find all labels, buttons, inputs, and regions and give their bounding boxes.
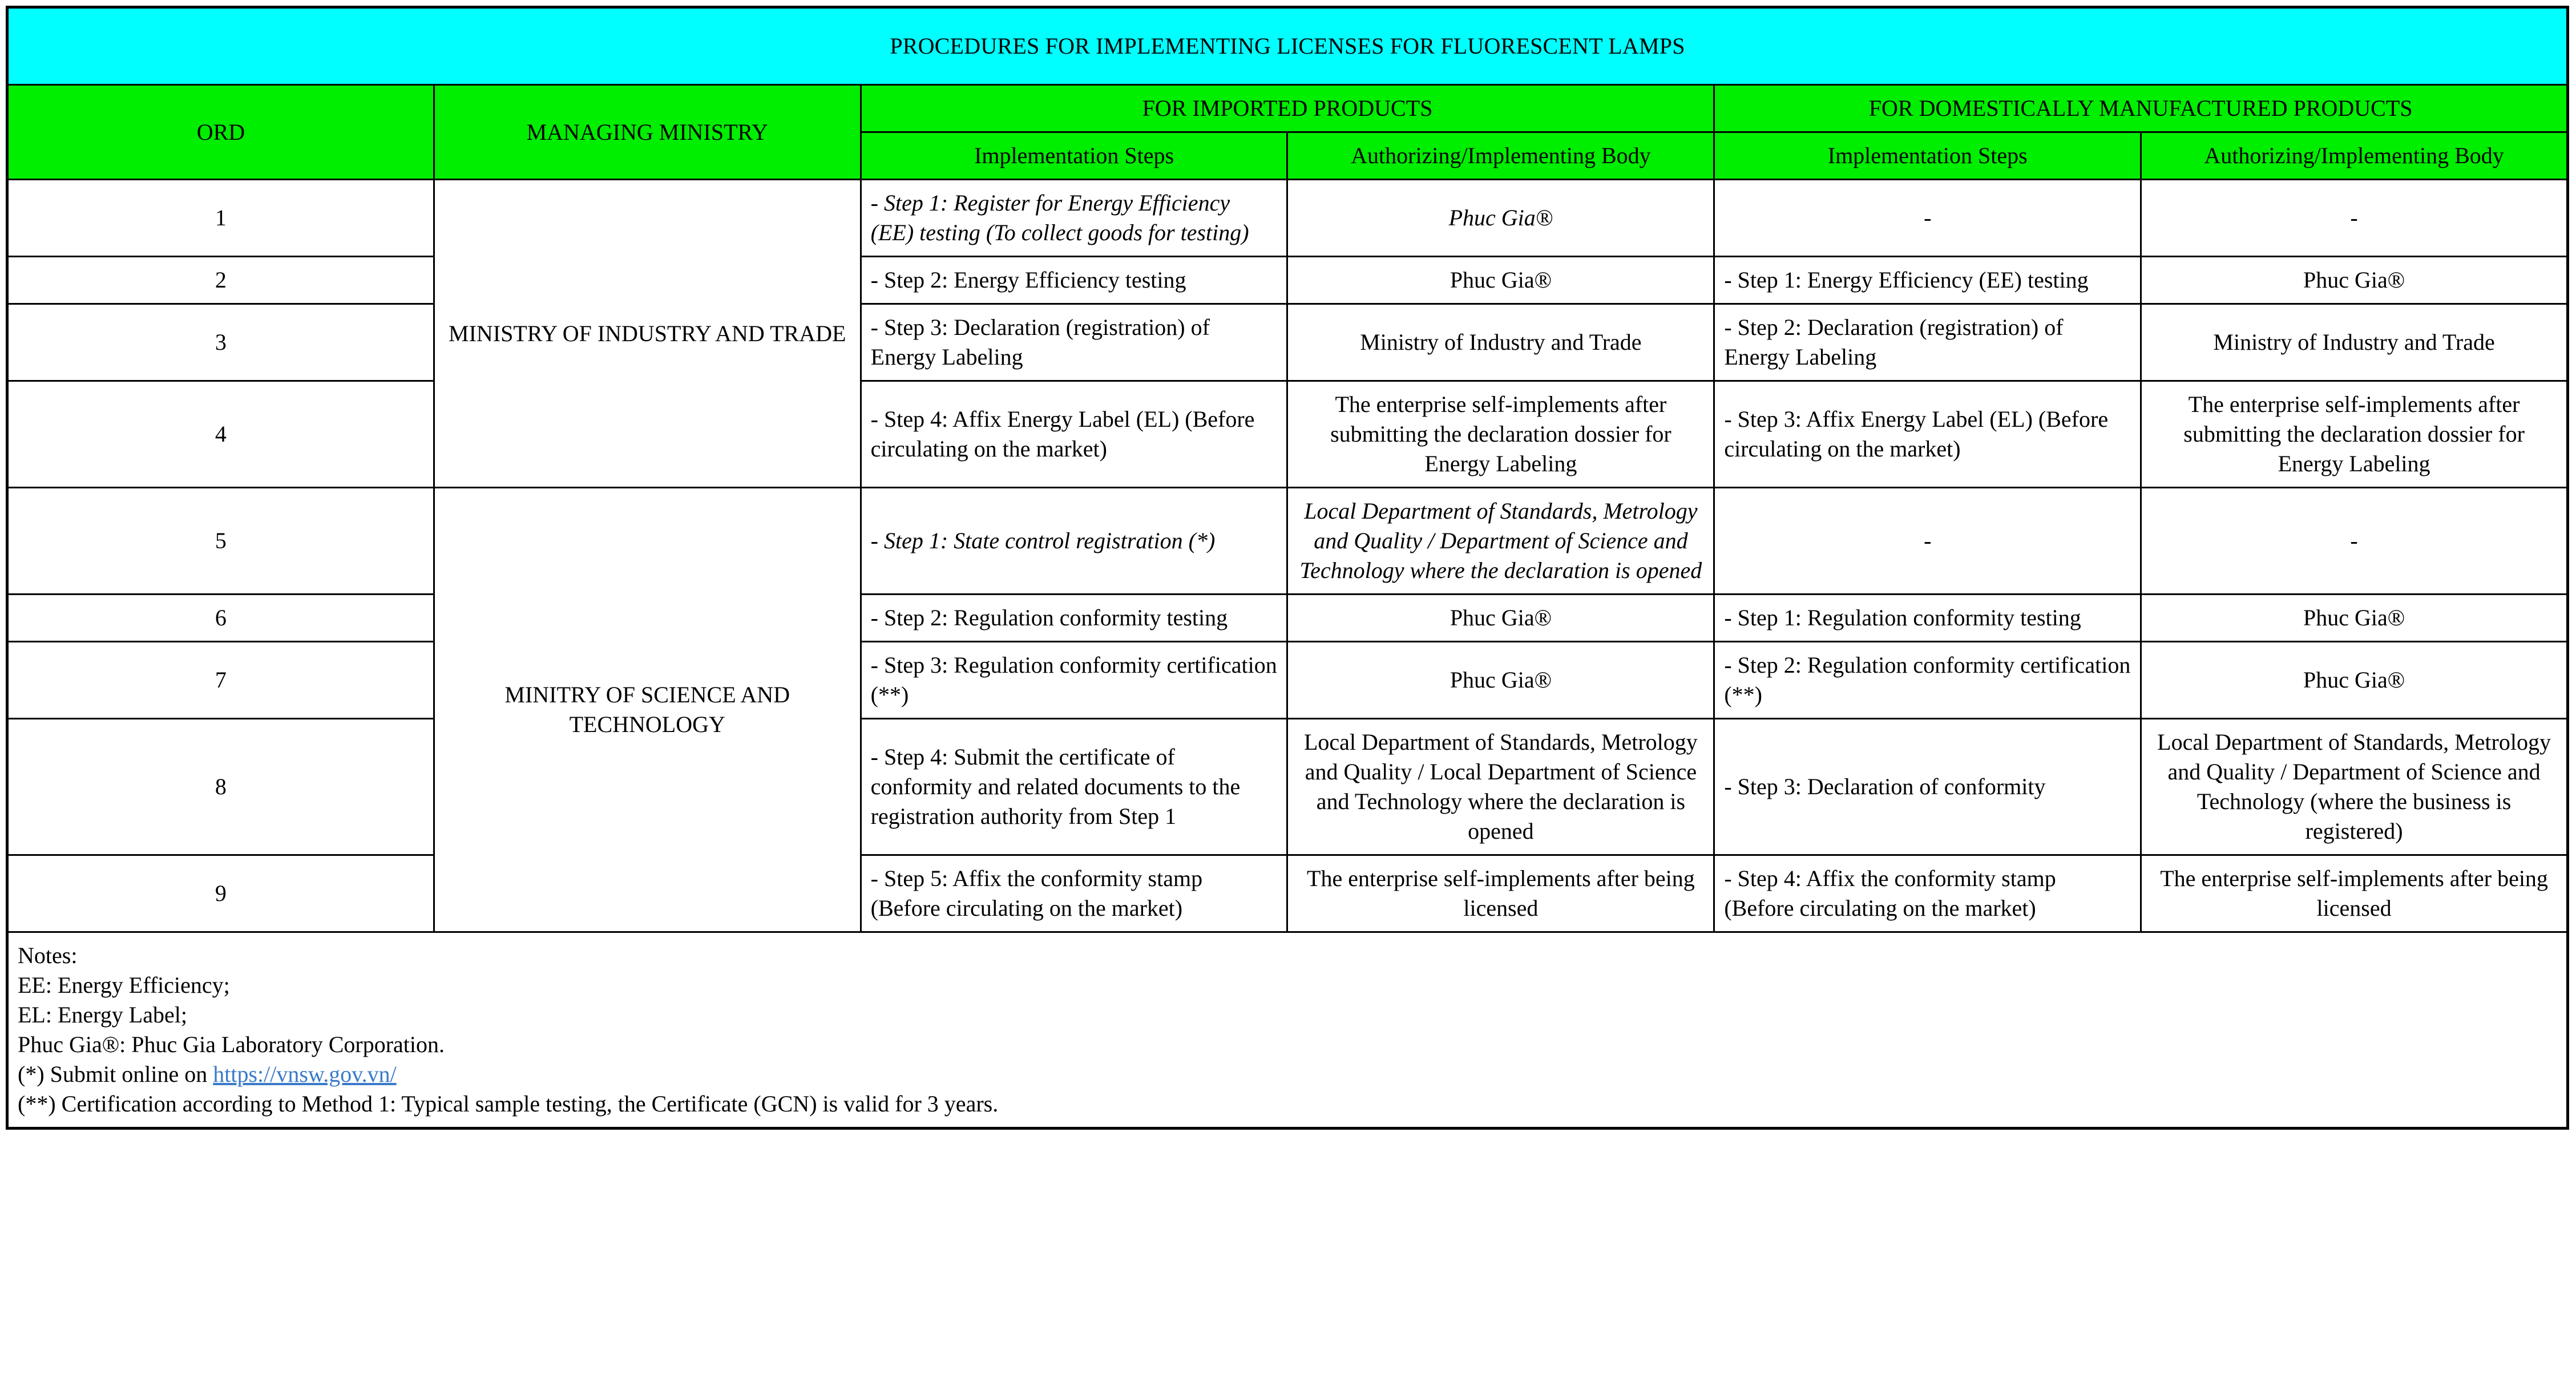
notes-phuc-gia: Phuc Gia®: Phuc Gia Laboratory Corporation. [18,1032,445,1057]
row-ord: 7 [7,642,434,719]
notes-el: EL: Energy Label; [18,1002,187,1028]
cell-imported-body: Ministry of Industry and Trade [1287,304,1714,381]
header-imported-steps: Implementation Steps [861,132,1287,180]
table-row [7,488,2568,595]
header-group-domestic: FOR DOMESTICALLY MANUFACTURED PRODUCTS [1714,85,2568,132]
cell-imported-steps: - Step 2: Energy Efficiency testing [861,257,1287,304]
table-row [7,642,2568,719]
table-row [7,180,2568,257]
cell-imported-body: The enterprise self-implements after being licensed [1287,855,1714,932]
cell-domestic-body: - [2141,180,2568,257]
cell-imported-body: Phuc Gia® [1287,257,1714,304]
cell-imported-steps: - Step 3: Declaration (registration) of Energy Labeling [861,304,1287,381]
cell-imported-steps: - Step 4: Affix Energy Label (EL) (Before circulating on the market) [861,381,1287,488]
cell-imported-steps: - Step 5: Affix the conformity stamp (Before circulating on the market) [861,855,1287,932]
table-row [7,381,2568,488]
cell-domestic-steps: - Step 4: Affix the conformity stamp (Before circulating on the market) [1714,855,2141,932]
row-ord: 2 [7,257,434,304]
notes-single-star [18,1060,2557,1089]
table-row [7,257,2568,304]
cell-domestic-steps: - [1714,488,2141,595]
notes-row [7,932,2568,1129]
row-ord: 6 [7,595,434,642]
row-ord: 3 [7,304,434,381]
row-ord: 4 [7,381,434,488]
procedures-table [6,6,2569,1130]
cell-domestic-steps: - Step 3: Affix Energy Label (EL) (Before circulating on the market) [1714,381,2141,488]
header-managing-ministry: MANAGING MINISTRY [434,85,861,180]
cell-domestic-body: Local Department of Standards, Metrology and Quality / Department of Science and Technology (where the business is registered) [2141,719,2568,855]
cell-domestic-body: The enterprise self-implements after being licensed [2141,855,2568,932]
row-ord: 8 [7,719,434,855]
cell-imported-body: Phuc Gia® [1287,595,1714,642]
cell-imported-body: Local Department of Standards, Metrology and Quality / Local Department of Science and Technology where the declaration is opened [1287,719,1714,855]
cell-domestic-steps: - Step 1: Regulation conformity testing [1714,595,2141,642]
table-row [7,595,2568,642]
row-ord: 9 [7,855,434,932]
cell-imported-body: Phuc Gia® [1287,642,1714,719]
cell-domestic-body: Phuc Gia® [2141,595,2568,642]
header-group-imported: FOR IMPORTED PRODUCTS [861,85,1714,132]
notes-heading: Notes: [18,943,78,968]
table-row [7,855,2568,932]
table-row [7,719,2568,855]
title-row [7,7,2568,85]
cell-domestic-steps: - Step 1: Energy Efficiency (EE) testing [1714,257,2141,304]
cell-domestic-steps: - [1714,180,2141,257]
document-title: PROCEDURES FOR IMPLEMENTING LICENSES FOR FLUORESCENT LAMPS [7,7,2568,85]
cell-domestic-steps: - Step 2: Declaration (registration) of Energy Labeling [1714,304,2141,381]
cell-imported-steps: - Step 1: Register for Energy Efficiency (EE) testing (To collect goods for testing) [861,180,1287,257]
notes-block [7,932,2568,1129]
header-ord: ORD [7,85,434,180]
header-group-row [7,85,2568,132]
cell-domestic-body: Phuc Gia® [2141,642,2568,719]
cell-imported-body: Local Department of Standards, Metrology and Quality / Department of Science and Technology where the declaration is opened [1287,488,1714,595]
header-imported-body: Authorizing/Implementing Body [1287,132,1714,180]
cell-imported-body: The enterprise self-implements after submitting the declaration dossier for Energy Labeling [1287,381,1714,488]
cell-domestic-body: Phuc Gia® [2141,257,2568,304]
header-domestic-steps: Implementation Steps [1714,132,2141,180]
header-domestic-body: Authorizing/Implementing Body [2141,132,2568,180]
cell-imported-steps: - Step 1: State control registration (*) [861,488,1287,595]
row-ord: 5 [7,488,434,595]
notes-ee: EE: Energy Efficiency; [18,972,230,998]
notes-double-star: (**) Certification according to Method 1: Typical sample testing, the Certificate (GCN) is valid for 3 years. [18,1091,999,1117]
ministry-science-technology: MINITRY OF SCIENCE AND TECHNOLOGY [434,488,861,932]
cell-domestic-steps: - Step 2: Regulation conformity certification (**) [1714,642,2141,719]
notes-single-star-text: (*) Submit online on [18,1061,213,1087]
vnsw-link[interactable]: https://vnsw.gov.vn/ [213,1061,397,1087]
row-ord: 1 [7,180,434,257]
cell-domestic-body: - [2141,488,2568,595]
table-row [7,304,2568,381]
cell-imported-steps: - Step 2: Regulation conformity testing [861,595,1287,642]
cell-imported-steps: - Step 3: Regulation conformity certification (**) [861,642,1287,719]
cell-imported-steps: - Step 4: Submit the certificate of conformity and related documents to the registration authority from Step 1 [861,719,1287,855]
ministry-industry-trade: MINISTRY OF INDUSTRY AND TRADE [434,180,861,488]
cell-domestic-body: The enterprise self-implements after submitting the declaration dossier for Energy Labeling [2141,381,2568,488]
cell-domestic-body: Ministry of Industry and Trade [2141,304,2568,381]
cell-imported-body: Phuc Gia® [1287,180,1714,257]
cell-domestic-steps: - Step 3: Declaration of conformity [1714,719,2141,855]
